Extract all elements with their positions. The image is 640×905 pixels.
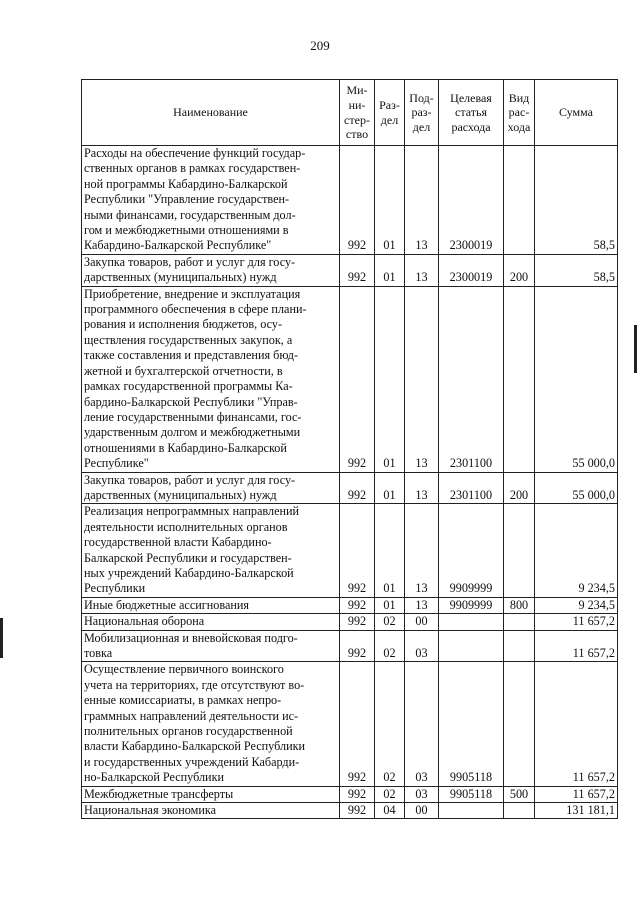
cell-target: 2300019 — [439, 146, 504, 255]
cell-target: 9905118 — [439, 662, 504, 786]
cell-sum: 11 657,2 — [535, 630, 618, 662]
cell-subsection: 03 — [405, 662, 439, 786]
table-row — [82, 286, 618, 472]
cell-name: Мобилизационная и вневойсковая подго- товка — [82, 630, 340, 662]
table-body — [82, 146, 618, 819]
header-section: Раз- дел — [375, 80, 405, 146]
header-target: Целевая статья расхода — [439, 80, 504, 146]
cell-ministry: 992 — [340, 254, 375, 286]
cell-subsection: 13 — [405, 286, 439, 472]
cell-target: 9905118 — [439, 786, 504, 802]
cell-section: 01 — [375, 146, 405, 255]
cell-target — [439, 630, 504, 662]
cell-type: 800 — [504, 597, 535, 613]
cell-section: 02 — [375, 662, 405, 786]
cell-target: 2301100 — [439, 472, 504, 504]
cell-section: 04 — [375, 803, 405, 819]
cell-section: 02 — [375, 786, 405, 802]
cell-name: Приобретение, внедрение и эксплуатация программного обеспечения в сфере плани- рования и исполнения бюджетов, осу- ществления государственных закупок, а также составления и представления бюд- жетной и бухгалтерской отчетности, в рамках государственной программы Ка- бардино-Балкарской Республики "Управ- ление государственными финансами, гос- ударственным долгом и межбюджетными отношениями в Кабардино-Балкарской Республике" — [82, 286, 340, 472]
table-row — [82, 504, 618, 597]
table-row — [82, 803, 618, 819]
header-name: Наименование — [82, 80, 340, 146]
table-row — [82, 630, 618, 662]
cell-type — [504, 662, 535, 786]
cell-section: 01 — [375, 472, 405, 504]
cell-target — [439, 803, 504, 819]
cell-name: Реализация непрограммных направлений деятельности исполнительных органов государственной власти Кабардино- Балкарской Республики и государствен- ных учреждений Кабардино-Балкарской Республики — [82, 504, 340, 597]
cell-type: 500 — [504, 786, 535, 802]
cell-target: 2300019 — [439, 254, 504, 286]
cell-sum: 131 181,1 — [535, 803, 618, 819]
cell-type: 200 — [504, 472, 535, 504]
table-row — [82, 146, 618, 255]
cell-sum: 9 234,5 — [535, 597, 618, 613]
header-subsection: Под- раз- дел — [405, 80, 439, 146]
cell-target: 9909999 — [439, 504, 504, 597]
cell-name: Закупка товаров, работ и услуг для госу- дарственных (муниципальных) нужд — [82, 254, 340, 286]
cell-sum: 55 000,0 — [535, 286, 618, 472]
cell-sum: 11 657,2 — [535, 662, 618, 786]
cell-ministry: 992 — [340, 630, 375, 662]
cell-ministry: 992 — [340, 786, 375, 802]
cell-section: 02 — [375, 614, 405, 630]
cell-ministry: 992 — [340, 662, 375, 786]
cell-target: 2301100 — [439, 286, 504, 472]
cell-type: 200 — [504, 254, 535, 286]
table-row — [82, 254, 618, 286]
cell-ministry: 992 — [340, 504, 375, 597]
cell-ministry: 992 — [340, 803, 375, 819]
cell-name: Межбюджетные трансферты — [82, 786, 340, 802]
cell-type — [504, 146, 535, 255]
header-sum: Сумма — [535, 80, 618, 146]
cell-ministry: 992 — [340, 597, 375, 613]
table-row — [82, 662, 618, 786]
table-row — [82, 597, 618, 613]
cell-subsection: 13 — [405, 254, 439, 286]
table-row — [82, 472, 618, 504]
budget-table — [81, 79, 618, 819]
cell-ministry: 992 — [340, 286, 375, 472]
cell-subsection: 13 — [405, 472, 439, 504]
cell-section: 02 — [375, 630, 405, 662]
cell-section: 01 — [375, 286, 405, 472]
table-header — [82, 80, 618, 146]
cell-sum: 11 657,2 — [535, 786, 618, 802]
cell-section: 01 — [375, 254, 405, 286]
cell-name: Закупка товаров, работ и услуг для госу- дарственных (муниципальных) нужд — [82, 472, 340, 504]
page-number: 209 — [310, 38, 330, 53]
cell-name: Национальная экономика — [82, 803, 340, 819]
header-type: Вид рас- хода — [504, 80, 535, 146]
cell-name: Расходы на обеспечение функций государ- ственных органов в рамках государствен- ной программы Кабардино-Балкарской Республики "Управление государствен- ными финансами, государственным дол- гом и межбюджетными отношениями в Кабардино-Балкарской Республике" — [82, 146, 340, 255]
cell-subsection: 00 — [405, 803, 439, 819]
table-row — [82, 786, 618, 802]
cell-type — [504, 286, 535, 472]
cell-type — [504, 614, 535, 630]
cell-sum: 9 234,5 — [535, 504, 618, 597]
cell-sum: 58,5 — [535, 146, 618, 255]
cell-sum: 58,5 — [535, 254, 618, 286]
table-row — [82, 614, 618, 630]
cell-section: 01 — [375, 597, 405, 613]
cell-ministry: 992 — [340, 146, 375, 255]
cell-ministry: 992 — [340, 614, 375, 630]
cell-subsection: 03 — [405, 786, 439, 802]
cell-section: 01 — [375, 504, 405, 597]
cell-target: 9909999 — [439, 597, 504, 613]
cell-type — [504, 803, 535, 819]
cell-type — [504, 630, 535, 662]
header-ministry: Ми- ни- стер- ство — [340, 80, 375, 146]
cell-sum: 55 000,0 — [535, 472, 618, 504]
cell-subsection: 13 — [405, 597, 439, 613]
cell-name: Осуществление первичного воинского учета на территориях, где отсутствуют во- енные комиссариаты, в рамках непро- граммных направлений деятельности ис- полнительных органов государственной власти Кабардино-Балкарской Республики и государственных учреждений Кабарди- но-Балкарской Республики — [82, 662, 340, 786]
cell-type — [504, 504, 535, 597]
cell-subsection: 13 — [405, 146, 439, 255]
cell-target — [439, 614, 504, 630]
cell-sum: 11 657,2 — [535, 614, 618, 630]
cell-name: Иные бюджетные ассигнования — [82, 597, 340, 613]
cell-subsection: 00 — [405, 614, 439, 630]
scan-edge-mark — [0, 618, 3, 658]
cell-subsection: 13 — [405, 504, 439, 597]
cell-ministry: 992 — [340, 472, 375, 504]
cell-name: Национальная оборона — [82, 614, 340, 630]
cell-subsection: 03 — [405, 630, 439, 662]
scan-edge-mark — [634, 325, 637, 373]
